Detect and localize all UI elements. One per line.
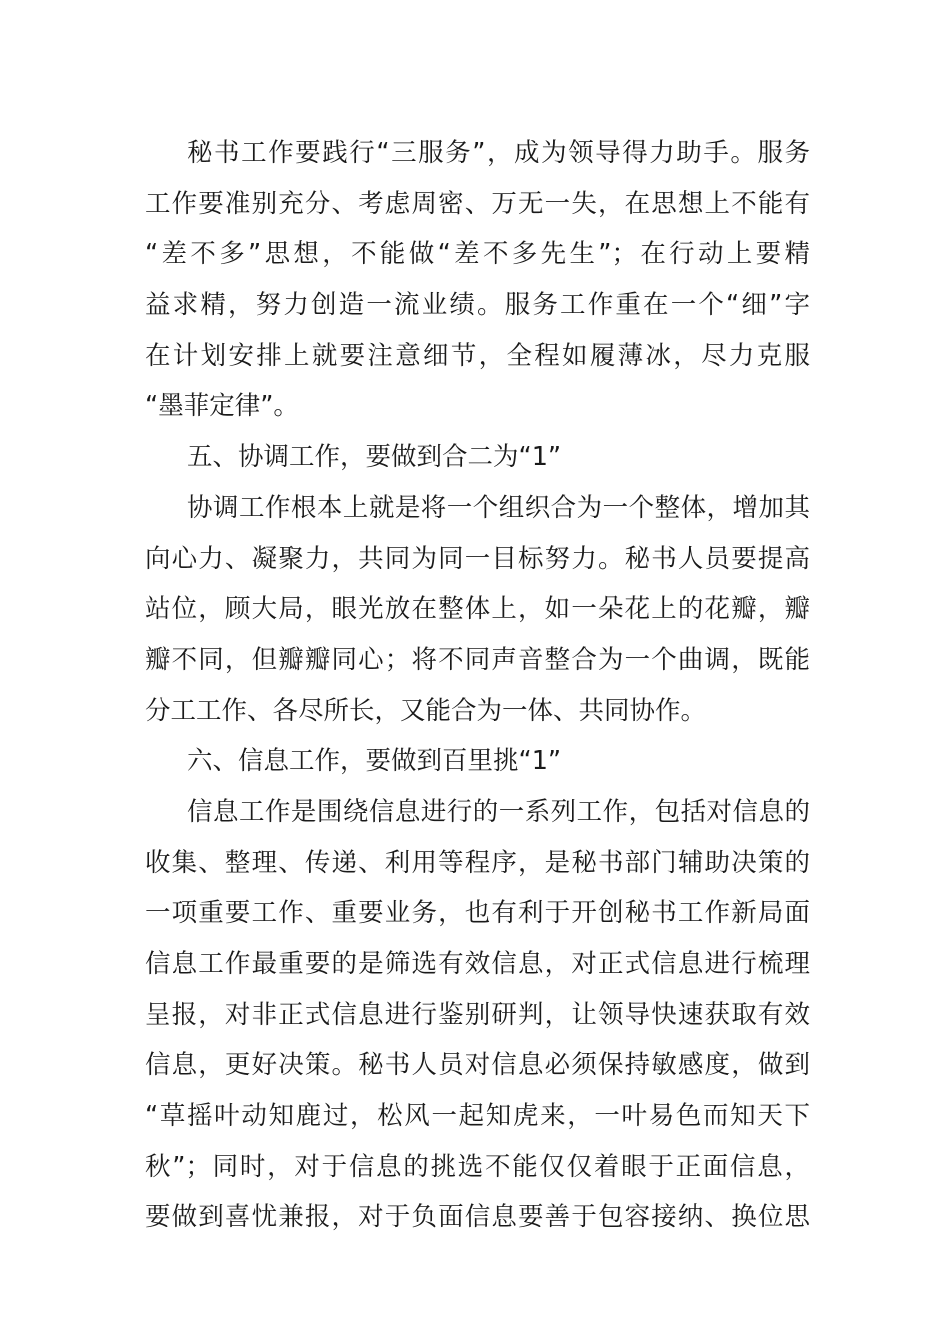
paragraph-line: 信息工作最重要的是筛选有效信息，对正式信息进行梳理: [145, 949, 810, 979]
paragraph-line: 呈报，对非正式信息进行鉴别研判，让领导快速获取有效: [145, 999, 810, 1030]
paragraph-line: “差不多”思想，不能做“差不多先生”；在行动上要精: [145, 239, 810, 270]
section-heading: 五、协调工作，要做到合二为“1”: [187, 442, 562, 473]
paragraph-line: 站位，顾大局，眼光放在整体上，如一朵花上的花瓣，瓣: [145, 594, 810, 625]
paragraph-line: 要做到喜忧兼报，对于负面信息要善于包容接纳、换位思: [145, 1202, 810, 1233]
paragraph-line: “墨菲定律”。: [145, 391, 299, 422]
paragraph-line: 瓣不同，但瓣瓣同心；将不同声音整合为一个曲调，既能: [145, 644, 810, 675]
paragraph-line: 向心力、凝聚力，共同为同一目标努力。秘书人员要提高: [145, 543, 810, 574]
document-body: [145, 128, 810, 1243]
paragraph-line: 信息工作是围绕信息进行的一系列工作，包括对信息的: [187, 796, 810, 827]
paragraph-line: 工作要准别充分、考虑周密、万无一失，在思想上不能有: [145, 188, 810, 219]
section-heading: 六、信息工作，要做到百里挑“1”: [187, 746, 562, 777]
paragraph-line: 一项重要工作、重要业务，也有利于开创秘书工作新局面: [145, 898, 810, 929]
paragraph-line: 在计划安排上就要注意细节，全程如履薄冰，尽力克服: [145, 340, 810, 371]
paragraph-line: 协调工作根本上就是将一个组织合为一个整体，增加其: [187, 492, 810, 523]
paragraph-line: 益求精，努力创造一流业绩。服务工作重在一个“细”字: [145, 290, 810, 321]
paragraph-line: “草摇叶动知鹿过，松风一起知虎来，一叶易色而知天下: [145, 1101, 810, 1132]
paragraph-line: 信息，更好决策。秘书人员对信息必须保持敏感度，做到: [145, 1050, 810, 1081]
paragraph-line: 分工工作、各尽所长，又能合为一体、共同协作。: [145, 695, 707, 726]
paragraph-line: 秘书工作要践行“三服务”，成为领导得力助手。服务: [187, 138, 810, 168]
paragraph-line: 秋”；同时，对于信息的挑选不能仅仅着眼于正面信息，: [145, 1151, 810, 1182]
paragraph-line: 收集、整理、传递、利用等程序，是秘书部门辅助决策的: [145, 847, 810, 878]
